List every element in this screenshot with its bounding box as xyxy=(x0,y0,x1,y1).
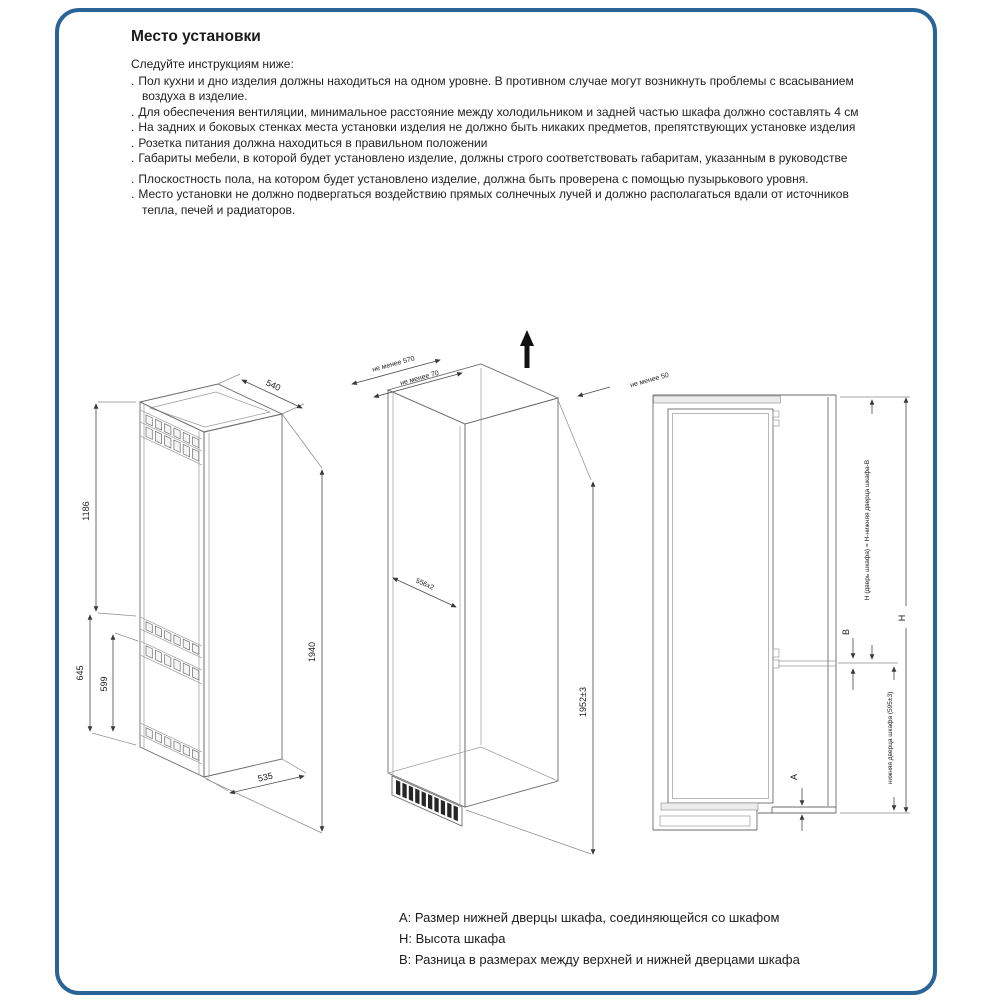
bullet-marker: . xyxy=(131,104,135,119)
instruction-text: Габариты мебели, в которой будет установлено изделие, должны строго соответствовать габаритам, указанным в руководстве xyxy=(138,151,848,165)
instruction-text: Пол кухни и дно изделия должны находиться на одном уровне. В противном случае могут возникнуть проблемы с всасыванием воздуха в изделие. xyxy=(138,73,854,103)
dim-min50-label: не менее 50 xyxy=(629,371,670,390)
dim-min570-label: не менее 570 xyxy=(371,355,416,374)
dim-1940-label: 1940 xyxy=(307,641,317,663)
dim-599-label: 599 xyxy=(99,676,109,692)
instruction-text: Плоскостность пола, на котором будет установлено изделие, должна быть проверена с помощью пузырькового уровня. xyxy=(138,171,809,186)
up-arrow-icon xyxy=(520,330,534,368)
bullet-marker: . xyxy=(131,151,135,165)
dim-min70-label: не менее 70 xyxy=(399,369,440,388)
cabinet-front-diagram xyxy=(653,395,910,831)
legend-b: B: Разница в размерах между верхней и нижней дверцами шкафа xyxy=(399,952,800,967)
legend-a: A: Размер нижней дверцы шкафа, соединяющейся со шкафом xyxy=(399,910,780,925)
instruction-text: Розетка питания должна находиться в правильном положении xyxy=(138,135,488,150)
dim-1952-label: 1952±3 xyxy=(578,687,588,717)
dim-1186-label: 1186 xyxy=(81,501,91,521)
dim-535-label: 535 xyxy=(256,770,274,784)
bullet-marker: . xyxy=(131,135,135,150)
instruction-text: Для обеспечения вентиляции, минимальное расстояние между холодильником и задней частью шкафа должно составлять 4 см xyxy=(138,104,859,119)
label-B: B xyxy=(841,628,851,636)
intro-line: Следуйте инструкциям ниже: xyxy=(131,57,294,71)
label-A: A xyxy=(789,773,799,781)
dim-645-label: 645 xyxy=(75,665,85,681)
label-H: H xyxy=(897,614,907,622)
page-title: Место установки xyxy=(131,28,261,45)
bullet-marker: . xyxy=(131,120,135,134)
fridge-isometric-diagram xyxy=(75,374,322,833)
bullet-marker: . xyxy=(131,187,135,201)
bullet-marker: . xyxy=(131,73,135,88)
hinge-marks xyxy=(773,411,779,668)
legend-h: H: Высота шкафа xyxy=(399,931,506,946)
instruction-text: Место установки не должно подвергаться воздействию прямых солнечных лучей и должно располагаться вдали от источников тепла, печей и радиаторов. xyxy=(138,187,849,217)
lower-door-note-label: нижняя дверца шкафа (595±3) xyxy=(887,691,894,785)
fridge-vent-bands xyxy=(141,410,202,764)
niche-isometric-diagram xyxy=(352,330,670,854)
dim-556x2-label: 556x2 xyxy=(414,577,435,592)
bullet-marker: . xyxy=(131,171,135,186)
dim-540-label: 540 xyxy=(264,377,283,393)
instruction-text: На задних и боковых стенках места установки изделия не должно быть никаких предметов, препятствующих установке изделия xyxy=(138,120,856,134)
formula-upper-door-label: H (дверь шкафа) = H-нижняя дверца шкафа-B xyxy=(864,459,871,601)
